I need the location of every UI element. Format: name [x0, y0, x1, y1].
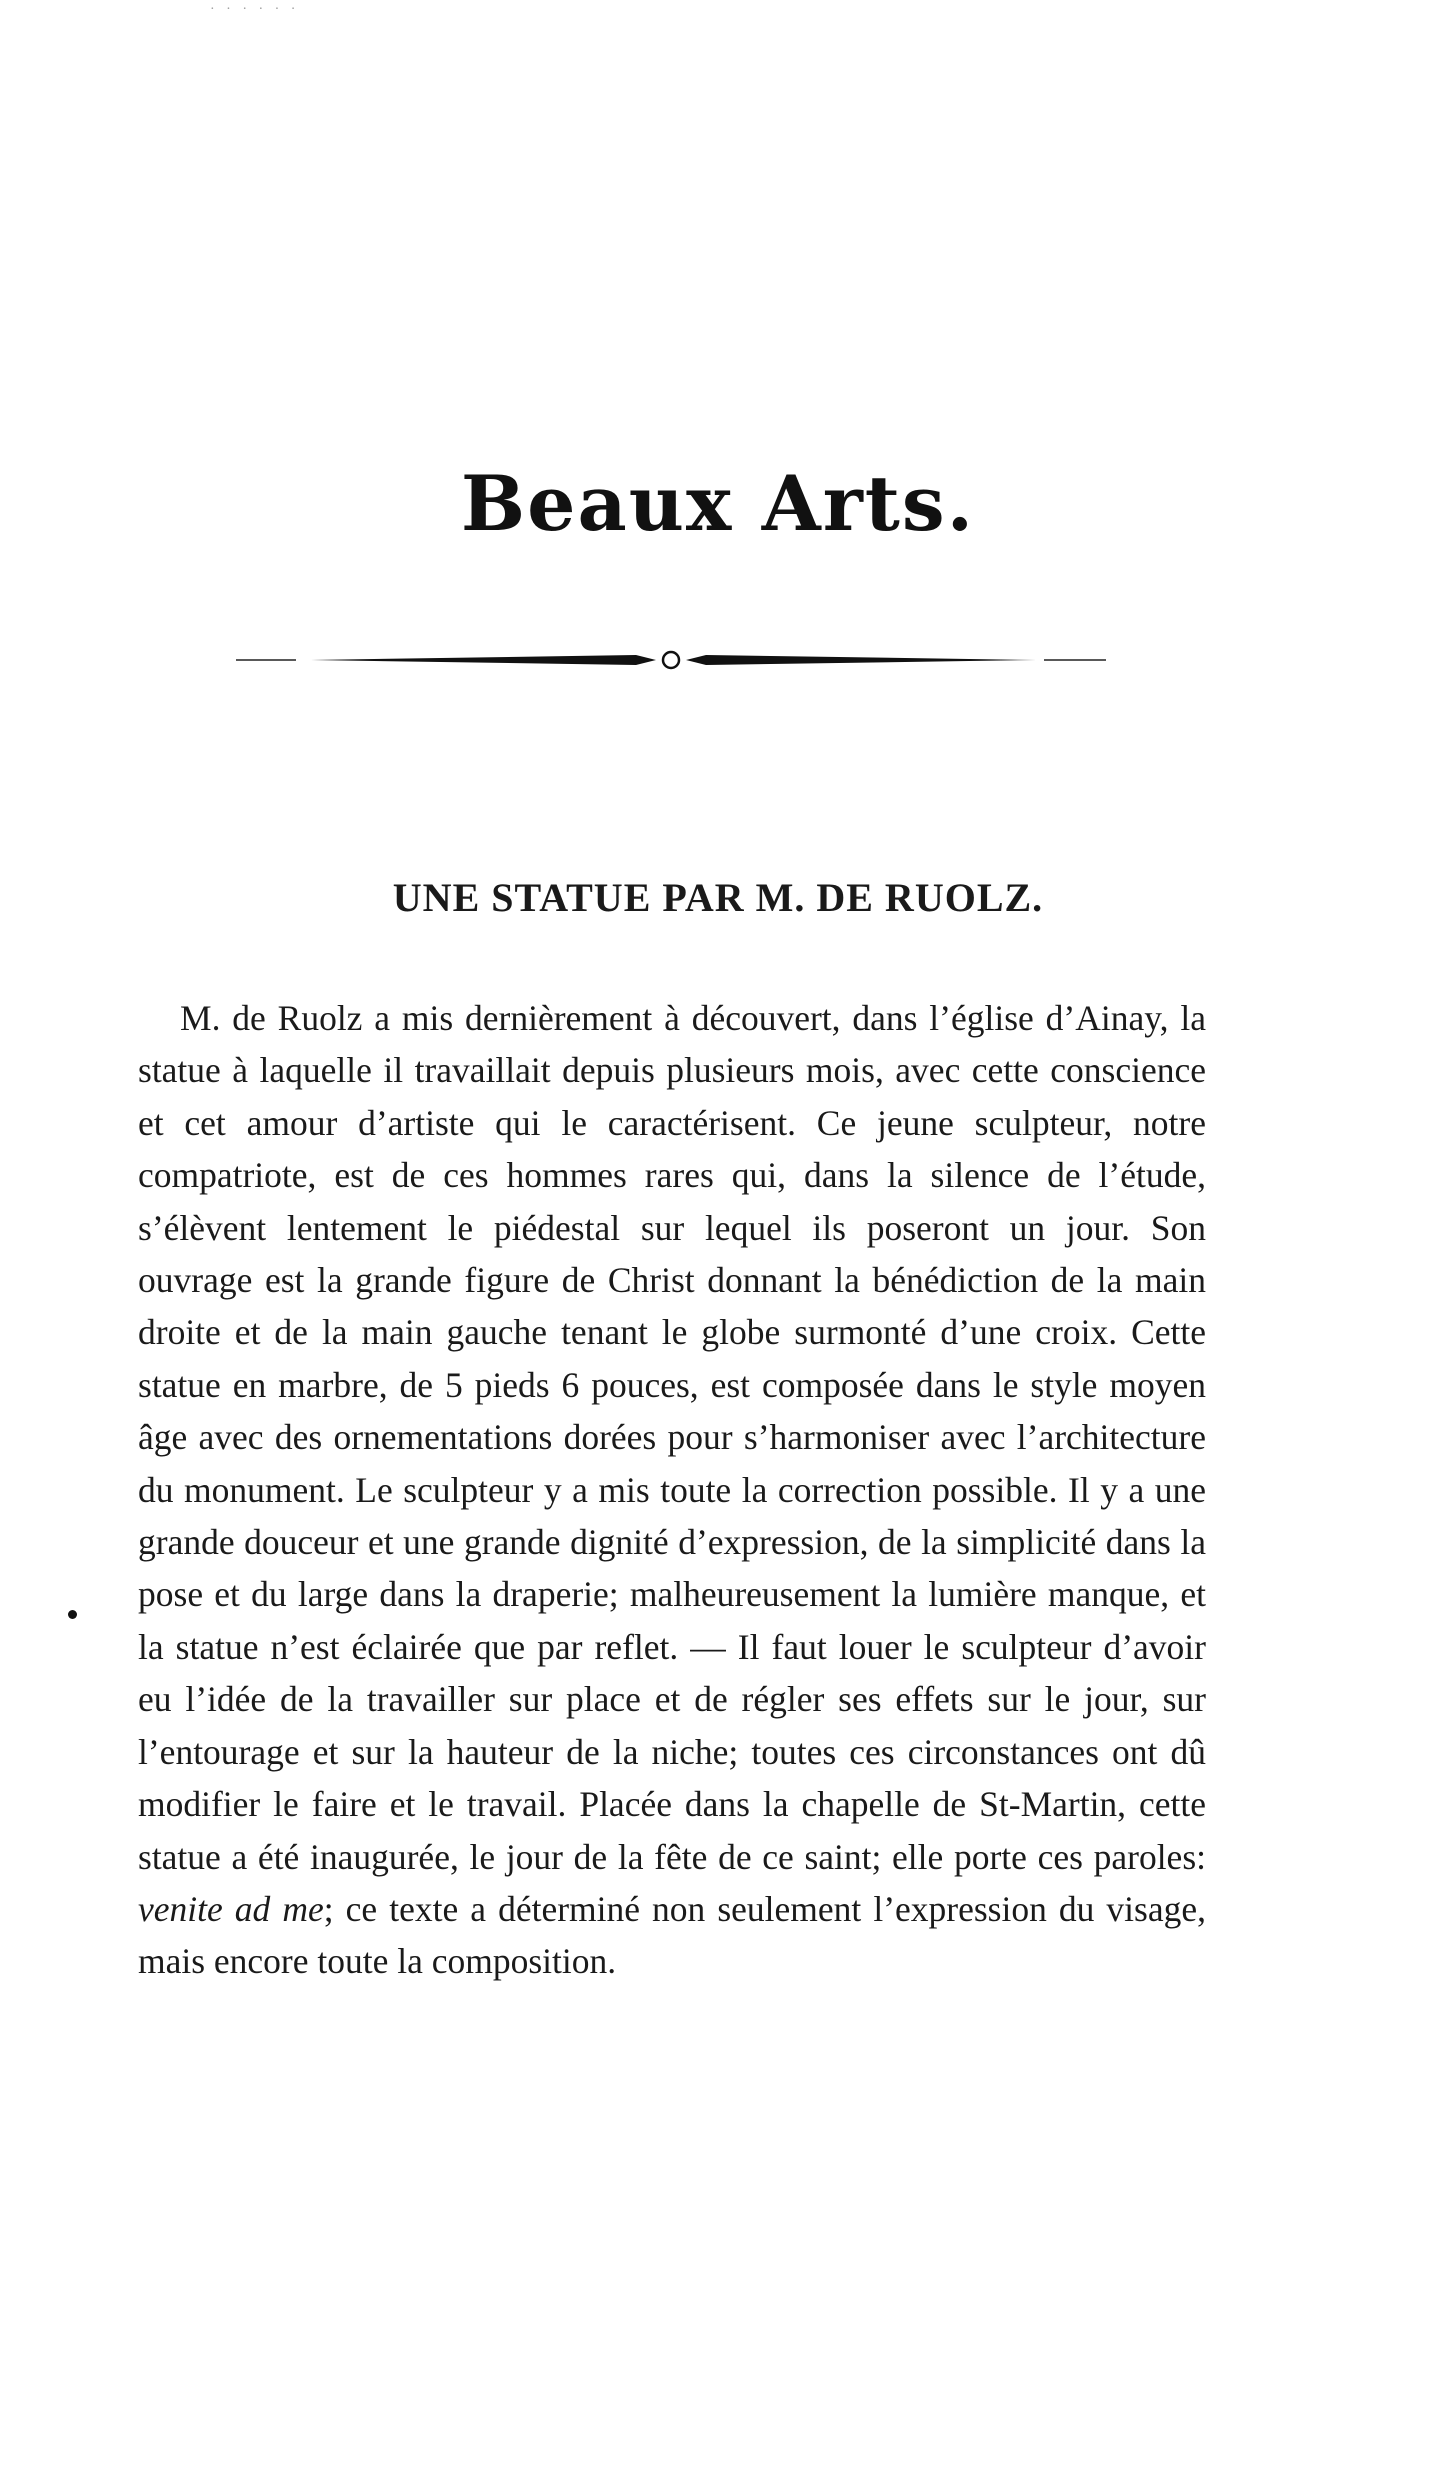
article-paragraph: [138, 992, 1206, 1988]
latin-phrase: venite ad me: [138, 1888, 324, 1929]
paragraph-text-end: ; ce texte a déterminé non seulement l’expression du visage, mais encore toute la composition.: [138, 1888, 1207, 1982]
ornamental-divider: [236, 640, 1106, 680]
article-title: UNE STATUE PAR M. DE RUOLZ.: [392, 875, 1044, 921]
section-heading: Beaux Arts.: [460, 458, 976, 548]
paragraph-text: M. de Ruolz a mis dernièrement à découvert, dans l’église d’Ainay, la statue à laquelle il travaillait depuis plusieurs mois, avec cette conscience et cet amour d’artiste qui le caractérisent. Ce jeune sculpteur, notre compatriote, est de ces hommes rares qui, dans la silence de l’étude, s’élèvent lentement le piédestal sur lequel ils poseront un jour. Son ouvrage est la grande figure de Christ donnant la bénédiction de la main droite et de la main gauche tenant le globe surmonté d’une croix. Cette statue en marbre, de 5 pieds 6 pouces, est composée dans le style moyen âge avec des ornementations dorées pour s’harmoniser avec l’architecture du monument. Le sculpteur y a mis toute la correction possible. Il y a une grande douceur et une grande dignité d’expression, de la simplicité dans la pose et du large dans la draperie; malheureusement la lumière manque, et la statue n’est éclairée que par reflet. — Il faut louer le sculpteur d’avoir eu l’idée de la travailler sur place et de régler ses effets sur le jour, sur l’entourage et sur la hauteur de la niche; toutes ces circonstances ont dû modifier le faire et le travail. Placée dans la chapelle de St-Martin, cette statue a été inaugurée, le jour de la fête de ce saint; elle porte ces paroles:: [138, 998, 1206, 1877]
article-body: [138, 992, 1206, 1988]
ink-dot: [68, 1610, 77, 1619]
printing-specks: · · · · · ·: [210, 2, 300, 17]
